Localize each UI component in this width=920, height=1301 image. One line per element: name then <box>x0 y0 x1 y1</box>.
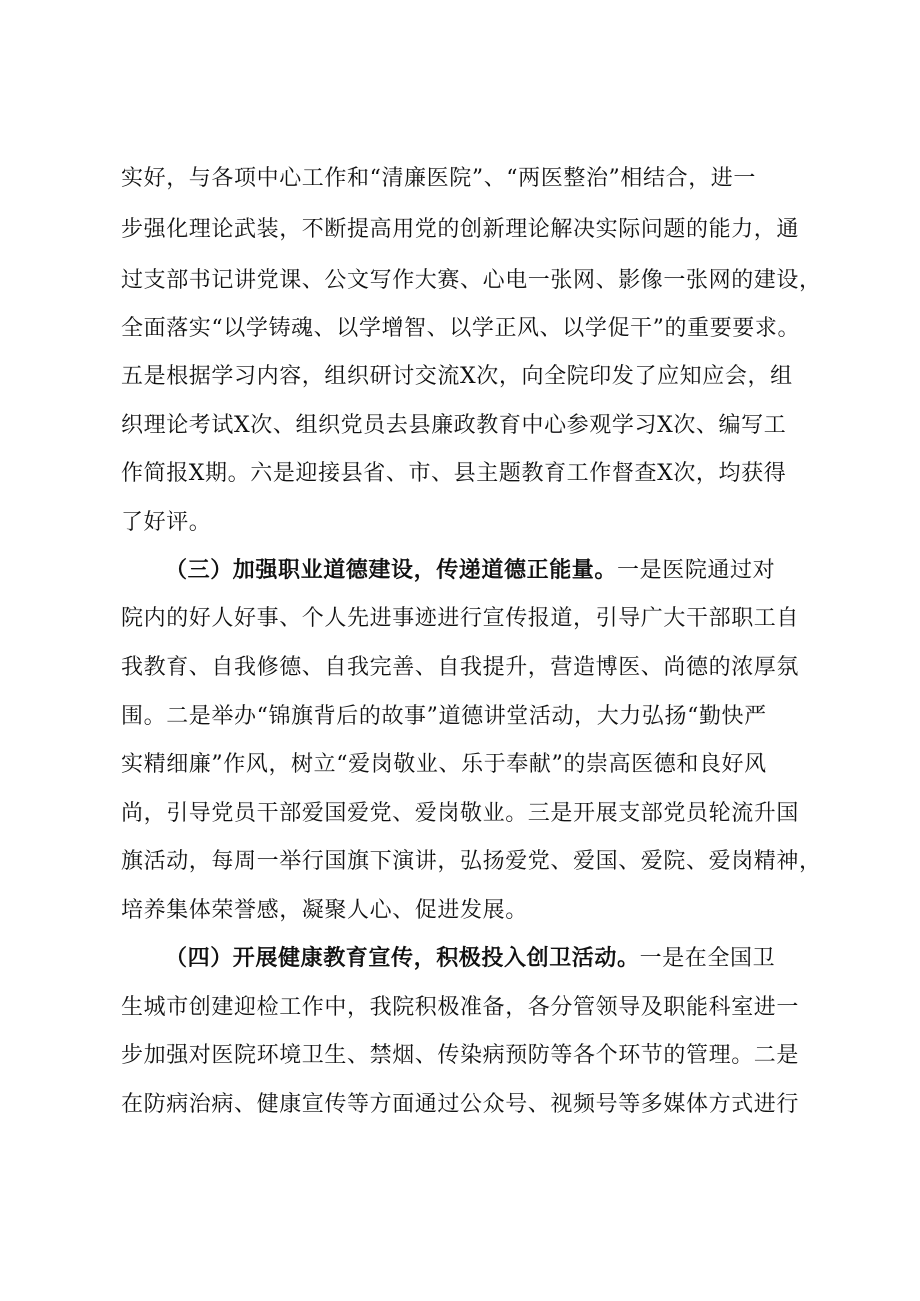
paragraph-line: 培养集体荣誉感，凝聚人心、促进发展。 <box>121 898 528 923</box>
paragraph-line: 织理论考试X次、组织党员去县廉政教育中心参观学习X次、编写工 <box>121 413 787 438</box>
paragraph-line: 步强化理论武装，不断提高用党的创新理论解决实际问题的能力，通 <box>121 217 800 242</box>
paragraph-line: 尚，引导党员干部爱国爱党、爱岗敬业。三是开展支部党员轮流升国 <box>121 801 800 826</box>
section-4-first-line-text: 一是在全国卫 <box>639 946 776 971</box>
paragraph-line: 了好评。 <box>121 510 212 535</box>
paragraph-line: 在防病治病、健康宣传等方面通过公众号、视频号等多媒体方式进行 <box>121 1092 800 1117</box>
paragraph-line: 实好，与各项中心工作和“清廉医院”、“两医整治”相结合，进一 <box>121 166 756 191</box>
paragraph-line: 旗活动，每周一举行国旗下演讲，弘扬爱党、爱国、爱院、爱岗精神， <box>121 849 822 874</box>
paragraph-line: 实精细廉”作风，树立“爱岗敬业、乐于奉献”的崇高医德和良好风 <box>121 752 767 777</box>
paragraph-line: 围。二是举办“锦旗背后的故事”道德讲堂活动，大力弘扬“勤快严 <box>121 704 767 729</box>
paragraph-line: 步加强对医院环境卫生、禁烟、传染病预防等各个环节的管理。二是 <box>121 1043 800 1068</box>
paragraph-line: 五是根据学习内容，组织研讨交流X次，向全院印发了应知应会，组 <box>121 364 793 389</box>
section-4-heading: （四）开展健康教育宣传，积极投入创卫活动。 <box>165 946 640 971</box>
paragraph-line: 全面落实“以学铸魂、以学增智、以学正风、以学促干”的重要要求。 <box>121 316 801 341</box>
paragraph-line: 我教育、自我修德、自我完善、自我提升，营造博医、尚德的浓厚氛 <box>121 655 800 680</box>
paragraph-line: 生城市创建迎检工作中，我院积极准备，各分管领导及职能科室进一 <box>121 995 800 1020</box>
section-3-first-line <box>165 551 775 591</box>
section-3-first-line-text: 一是医院通过对 <box>617 558 776 583</box>
paragraph-line: 院内的好人好事、个人先进事迹进行宣传报道，引导广大干部职工自 <box>121 606 800 631</box>
section-3-heading: （三）加强职业道德建设，传递道德正能量。 <box>165 558 618 583</box>
section-4-first-line <box>165 939 775 979</box>
paragraph-line: 过支部书记讲党课、公文写作大赛、心电一张网、影像一张网的建设， <box>121 268 822 293</box>
paragraph-line: 作简报X期。六是迎接县省、市、县主题教育工作督查X次，均获得 <box>121 461 787 486</box>
